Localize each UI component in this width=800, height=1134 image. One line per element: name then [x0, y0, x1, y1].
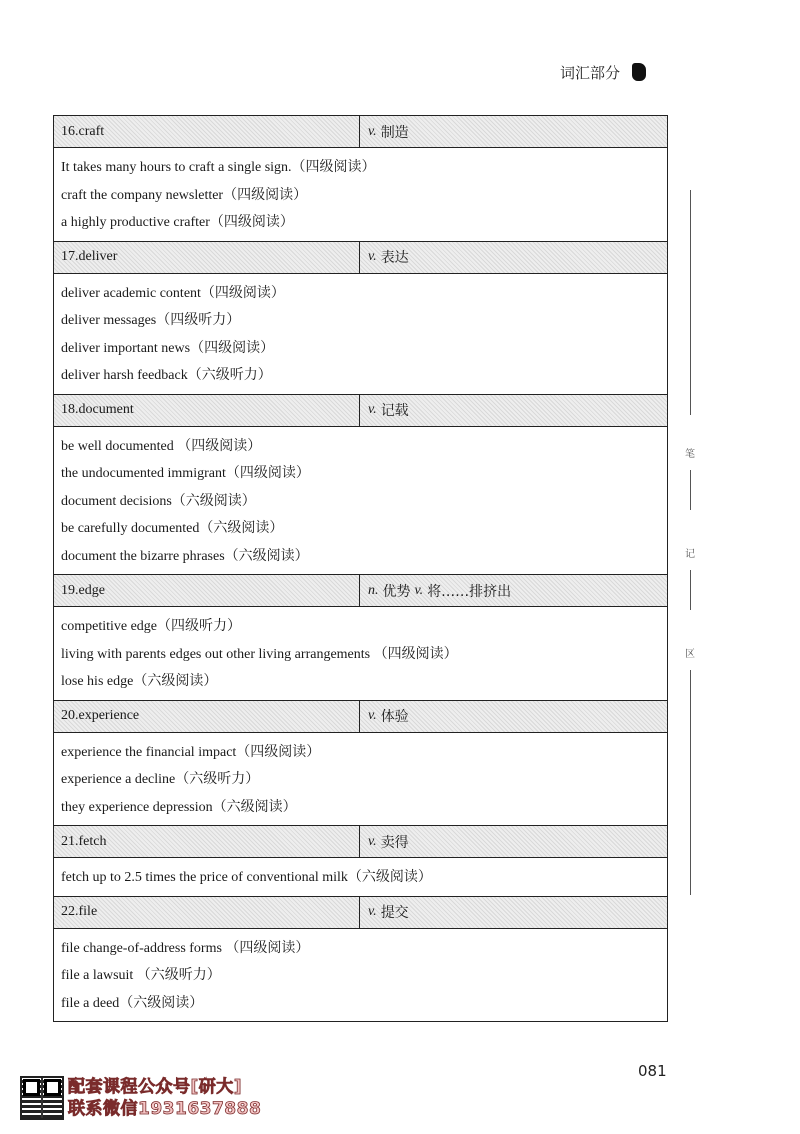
example-line: deliver messages（四级听力） — [61, 313, 241, 328]
entry-meaning — [360, 575, 667, 606]
part-of-speech: v. — [368, 833, 377, 849]
example-line: file change-of-address forms （四级阅读） — [61, 940, 310, 956]
part-of-speech: v. — [368, 402, 377, 417]
entry-examples — [54, 929, 667, 1022]
ad-line: 联系微信1931637888 — [68, 1099, 262, 1119]
entry-examples — [54, 427, 667, 576]
qr-code-icon — [20, 1076, 64, 1120]
example-line: experience a decline（六级听力） — [61, 772, 260, 787]
entry-header — [54, 701, 667, 733]
part-of-speech: v. — [368, 904, 377, 919]
vocab-table — [53, 115, 668, 1022]
example-line: deliver important news（四级阅读） — [61, 340, 275, 356]
example-line: living with parents edges out other living arrangements （四级阅读） — [61, 646, 458, 662]
example-line: a highly productive crafter（四级阅读） — [61, 215, 294, 230]
example-line: experience the financial impact（四级阅读） — [61, 744, 321, 760]
meaning-text-2: 将……排挤出 — [427, 583, 512, 600]
meaning-text: 优势 — [382, 583, 411, 600]
entry-meaning — [360, 701, 667, 732]
example-line: they experience depression（六级阅读） — [61, 799, 297, 815]
entry-header — [54, 395, 667, 427]
entry-header — [54, 242, 667, 274]
entry-word: 20.experience — [54, 701, 360, 732]
example-line: be well documented （四级阅读） — [61, 438, 262, 454]
entry-header — [54, 897, 667, 929]
example-line: be carefully documented（六级阅读） — [61, 521, 284, 536]
entry-meaning — [360, 116, 667, 147]
page-number: 081 — [638, 1062, 667, 1080]
entry-examples — [54, 148, 667, 242]
entry-examples — [54, 274, 667, 395]
notes-margin-line — [690, 190, 691, 415]
example-line: lose his edge（六级阅读） — [61, 674, 218, 689]
entry-meaning — [360, 826, 667, 857]
entry-examples — [54, 858, 667, 897]
example-line: It takes many hours to craft a single sign.（四级阅读） — [61, 160, 376, 175]
entry-header — [54, 826, 667, 858]
entry-meaning — [360, 242, 667, 273]
notes-margin-line — [690, 570, 691, 610]
notes-label-char: 区 — [685, 649, 695, 660]
entry-word: 16.craft — [54, 116, 360, 147]
part-of-speech: v. — [368, 249, 377, 264]
entry-examples — [54, 607, 667, 701]
part-of-speech: n. — [368, 582, 379, 598]
example-line: deliver harsh feedback（六级听力） — [61, 368, 272, 383]
entry-header — [54, 575, 667, 607]
meaning-text: 体验 — [380, 709, 409, 725]
meaning-text: 卖得 — [380, 834, 409, 851]
example-line: file a lawsuit （六级听力） — [61, 968, 221, 983]
entry-examples — [54, 733, 667, 827]
ad-line: 配套课程公众号[研大] — [68, 1077, 243, 1097]
example-line: craft the company newsletter（四级阅读） — [61, 187, 308, 203]
entry-meaning — [360, 395, 667, 426]
example-line: file a deed（六级阅读） — [61, 995, 204, 1011]
example-line: document the bizarre phrases（六级阅读） — [61, 548, 309, 564]
meaning-text: 表达 — [380, 250, 409, 266]
example-line: the undocumented immigrant（四级阅读） — [61, 466, 310, 481]
meaning-text: 提交 — [380, 905, 409, 921]
chapter-mark-icon — [632, 63, 646, 81]
page-header — [560, 58, 646, 86]
example-line: competitive edge（四级听力） — [61, 619, 242, 634]
part-of-speech: v. — [368, 123, 377, 139]
example-line: deliver academic content（四级阅读） — [61, 285, 285, 301]
entry-header — [54, 116, 667, 148]
example-line: document decisions（六级阅读） — [61, 493, 256, 509]
notes-margin-line — [690, 670, 691, 895]
entry-word: 17.deliver — [54, 242, 360, 273]
entry-word: 18.document — [54, 395, 360, 426]
entry-meaning — [360, 897, 667, 928]
notes-label-char: 记 — [685, 549, 695, 560]
meaning-text: 制造 — [380, 124, 409, 141]
footer-ad — [20, 1076, 261, 1120]
notes-margin-line — [690, 470, 691, 510]
example-line: fetch up to 2.5 times the price of conventional milk（六级阅读） — [61, 870, 432, 885]
section-title: 词汇部分 — [560, 63, 621, 82]
entry-word: 19.edge — [54, 575, 360, 606]
notes-label-char: 笔 — [685, 449, 695, 460]
entry-word: 21.fetch — [54, 826, 360, 857]
part-of-speech-2: v. — [414, 582, 424, 598]
part-of-speech: v. — [368, 708, 377, 723]
entry-word: 22.file — [54, 897, 360, 928]
meaning-text: 记载 — [380, 403, 409, 419]
ad-text — [68, 1076, 261, 1120]
